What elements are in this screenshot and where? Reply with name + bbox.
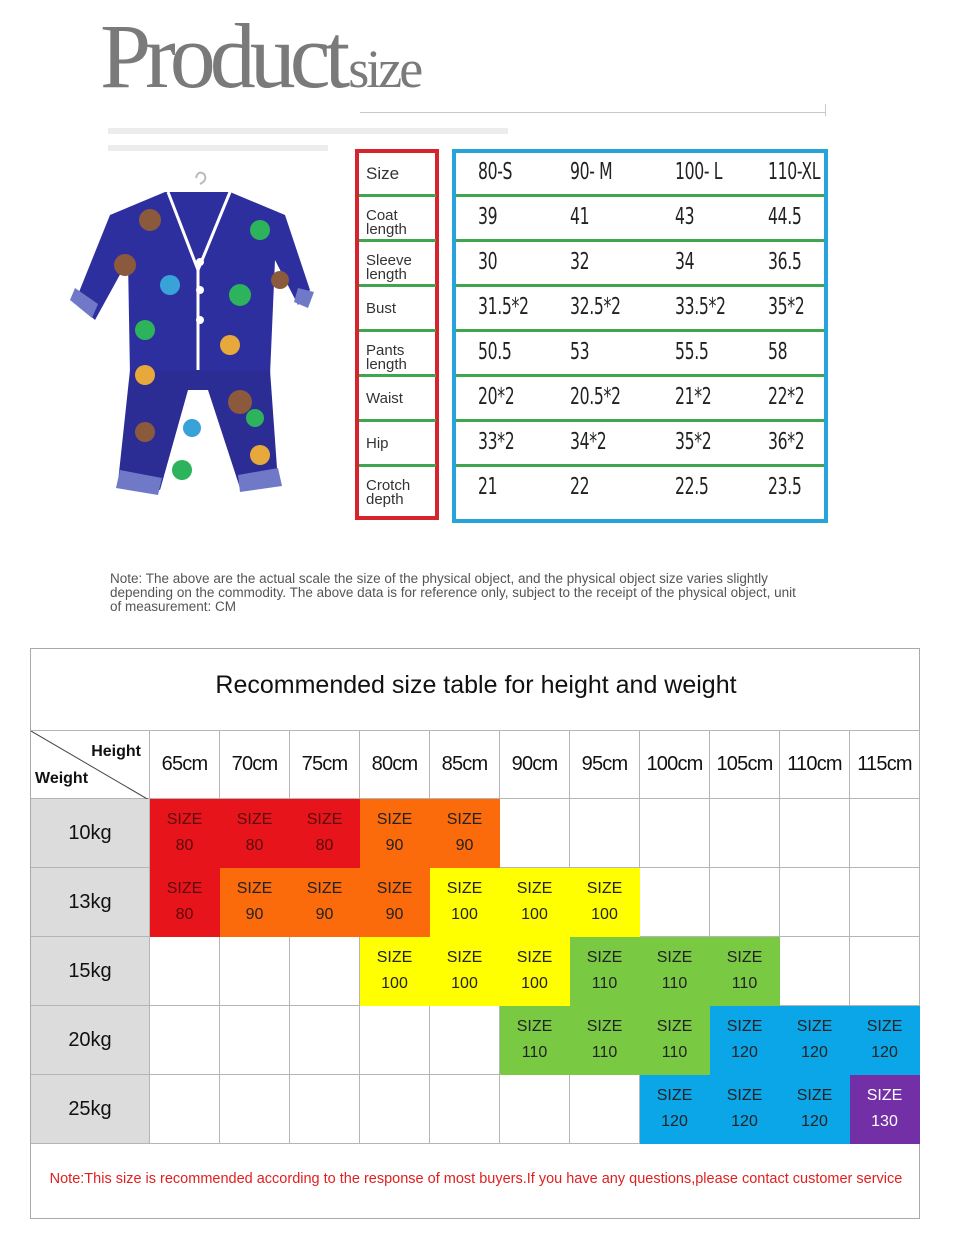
size-number: 120 [731, 1113, 758, 1130]
measure-value: 22.5 [675, 474, 709, 500]
empty-cell [150, 937, 220, 1006]
size-number: 100 [451, 906, 478, 923]
row-divider [359, 239, 436, 242]
measure-value: 100- L [675, 159, 723, 185]
measure-value: 23.5 [768, 474, 802, 500]
measure-value: 22*2 [768, 384, 805, 410]
measure-value: 34 [675, 249, 695, 275]
row-divider [359, 194, 436, 197]
measure-value: 90- M [570, 159, 613, 185]
measure-row-label: Size [366, 164, 400, 183]
measure-value: 32 [570, 249, 590, 275]
row-divider [359, 329, 436, 332]
row-divider [456, 329, 824, 332]
empty-cell [290, 1075, 360, 1144]
size-number: 120 [871, 1044, 898, 1061]
size-word: SIZE [516, 1018, 553, 1035]
recommended-table-title: Recommended size table for height and weight [215, 671, 737, 699]
measure-value: 53 [570, 339, 590, 365]
weight-axis-label: Weight [35, 770, 89, 787]
size-word: SIZE [516, 880, 553, 897]
size-cell [290, 868, 360, 937]
size-word: SIZE [656, 1087, 693, 1104]
row-divider [359, 374, 436, 377]
size-word: SIZE [446, 880, 483, 897]
measure-value: 21*2 [675, 384, 712, 410]
empty-cell [500, 1075, 570, 1144]
size-word: SIZE [586, 880, 623, 897]
size-number: 110 [591, 1044, 618, 1061]
size-number: 120 [801, 1044, 828, 1061]
row-divider [456, 239, 824, 242]
size-cell [220, 799, 290, 868]
measure-value: 35*2 [768, 294, 805, 320]
size-word: SIZE [236, 880, 273, 897]
measure-value: 41 [570, 204, 590, 230]
empty-cell [360, 1075, 430, 1144]
size-word: SIZE [796, 1018, 833, 1035]
size-word: SIZE [306, 811, 343, 828]
size-cell [780, 1075, 850, 1144]
row-divider [359, 464, 436, 467]
size-number: 110 [661, 1044, 688, 1061]
size-word: SIZE [516, 949, 553, 966]
recommendation-note: Note:This size is recommended according to the response of most buyers.If you have any questions,please contact customer service [49, 1171, 903, 1187]
diagonal-line [31, 731, 149, 800]
measure-value: 35*2 [675, 429, 712, 455]
measure-value: 20.5*2 [570, 384, 621, 410]
empty-cell [290, 1006, 360, 1075]
measure-row-label: Waist [366, 390, 403, 407]
measure-row-label: Pants length [366, 342, 407, 373]
row-divider [456, 419, 824, 422]
size-number: 110 [521, 1044, 548, 1061]
height-header: 90cm [500, 730, 570, 799]
empty-cell [850, 799, 920, 868]
size-cell [850, 1006, 920, 1075]
height-header: 85cm [430, 730, 500, 799]
empty-cell [780, 868, 850, 937]
measure-value: 34*2 [570, 429, 607, 455]
size-number: 120 [801, 1113, 828, 1130]
size-number: 80 [315, 837, 334, 854]
row-divider [359, 284, 436, 287]
size-word: SIZE [446, 949, 483, 966]
size-number: 100 [521, 975, 548, 992]
size-number: 110 [731, 975, 758, 992]
height-header: 80cm [360, 730, 430, 799]
size-word: SIZE [586, 1018, 623, 1035]
empty-cell [220, 1075, 290, 1144]
title-rule [360, 112, 826, 113]
weight-row-label: 20kg [31, 1006, 150, 1075]
measurement-note: Note: The above are the actual scale the size of the physical object, and the physical object size varies slightly depending on the commodity. The above data is for reference only, subject to the receipt of the physical object, unit of measurement: CM [110, 571, 796, 614]
empty-cell [570, 799, 640, 868]
measure-row-label: Sleeve length [366, 252, 412, 283]
size-word: SIZE [166, 880, 203, 897]
size-number: 90 [315, 906, 334, 923]
empty-cell [430, 1075, 500, 1144]
measure-value: 36.5 [768, 249, 802, 275]
size-cell [570, 868, 640, 937]
empty-cell [290, 937, 360, 1006]
height-header: 110cm [780, 730, 850, 799]
size-cell [710, 937, 780, 1006]
size-number: 90 [385, 906, 404, 923]
empty-cell [710, 799, 780, 868]
title-product: Product [100, 5, 345, 107]
size-cell [430, 868, 500, 937]
size-cell [640, 1006, 710, 1075]
size-number: 110 [661, 975, 688, 992]
row-divider [456, 374, 824, 377]
empty-cell [430, 1006, 500, 1075]
size-number: 90 [245, 906, 264, 923]
size-cell [150, 868, 220, 937]
size-cell [710, 1075, 780, 1144]
recommended-size-table [30, 648, 920, 1219]
corner-header [31, 730, 150, 799]
height-header: 105cm [710, 730, 780, 799]
weight-row-label: 10kg [31, 799, 150, 868]
empty-cell [850, 937, 920, 1006]
height-header: 75cm [290, 730, 360, 799]
measure-value: 50.5 [478, 339, 512, 365]
pajama-product-image [70, 170, 320, 500]
size-number: 80 [175, 906, 194, 923]
empty-cell [570, 1075, 640, 1144]
measure-value: 22 [570, 474, 590, 500]
weight-row-label: 15kg [31, 937, 150, 1006]
empty-cell [710, 868, 780, 937]
size-number: 130 [871, 1113, 898, 1130]
measure-value: 30 [478, 249, 498, 275]
measure-value: 39 [478, 204, 498, 230]
size-word: SIZE [726, 949, 763, 966]
measure-value: 58 [768, 339, 788, 365]
size-cell [570, 937, 640, 1006]
height-axis-label: Height [91, 743, 141, 760]
height-header: 65cm [150, 730, 220, 799]
size-cell [360, 868, 430, 937]
measure-row-label: Bust [366, 300, 397, 317]
size-word: SIZE [376, 880, 413, 897]
size-cell [500, 937, 570, 1006]
size-number: 100 [521, 906, 548, 923]
size-cell [430, 937, 500, 1006]
empty-cell [360, 1006, 430, 1075]
measure-value: 80-S [478, 159, 513, 185]
title-size: size [348, 39, 421, 99]
weight-row-label: 13kg [31, 868, 150, 937]
size-word: SIZE [586, 949, 623, 966]
size-word: SIZE [656, 949, 693, 966]
size-word: SIZE [866, 1018, 903, 1035]
size-number: 80 [175, 837, 194, 854]
faint-text-line [108, 145, 328, 151]
size-word: SIZE [166, 811, 203, 828]
row-divider [456, 194, 824, 197]
size-cell [780, 1006, 850, 1075]
empty-cell [220, 937, 290, 1006]
size-number: 120 [661, 1113, 688, 1130]
height-header: 115cm [850, 730, 920, 799]
size-number: 110 [591, 975, 618, 992]
size-word: SIZE [726, 1087, 763, 1104]
size-cell [570, 1006, 640, 1075]
size-cell [430, 799, 500, 868]
empty-cell [640, 868, 710, 937]
size-cell [850, 1075, 920, 1144]
empty-cell [850, 868, 920, 937]
page-title [100, 5, 421, 107]
size-number: 90 [455, 837, 474, 854]
row-divider [456, 464, 824, 467]
height-header: 100cm [640, 730, 710, 799]
size-word: SIZE [656, 1018, 693, 1035]
size-word: SIZE [236, 811, 273, 828]
size-word: SIZE [376, 811, 413, 828]
measure-row-label: Crotch depth [366, 477, 411, 508]
measure-row-label: Coat length [366, 207, 407, 238]
weight-row-label: 25kg [31, 1075, 150, 1144]
size-word: SIZE [796, 1087, 833, 1104]
height-header: 95cm [570, 730, 640, 799]
empty-cell [220, 1006, 290, 1075]
measure-value: 55.5 [675, 339, 709, 365]
size-cell [640, 937, 710, 1006]
faint-text-line [108, 128, 508, 134]
measure-row-label: Hip [366, 435, 389, 452]
empty-cell [500, 799, 570, 868]
size-number: 100 [381, 975, 408, 992]
row-divider [359, 419, 436, 422]
size-cell [710, 1006, 780, 1075]
empty-cell [640, 799, 710, 868]
size-word: SIZE [376, 949, 413, 966]
size-cell [150, 799, 220, 868]
row-divider [456, 284, 824, 287]
measure-value: 110-XL [768, 159, 821, 185]
measure-value: 32.5*2 [570, 294, 621, 320]
measure-value: 36*2 [768, 429, 805, 455]
empty-cell [150, 1006, 220, 1075]
size-number: 100 [591, 906, 618, 923]
size-word: SIZE [446, 811, 483, 828]
measure-value: 31.5*2 [478, 294, 529, 320]
size-number: 120 [731, 1044, 758, 1061]
title-rule-tick [825, 104, 826, 116]
size-cell [500, 868, 570, 937]
height-header: 70cm [220, 730, 290, 799]
size-word: SIZE [726, 1018, 763, 1035]
measure-value: 44.5 [768, 204, 802, 230]
size-cell [220, 868, 290, 937]
empty-cell [780, 937, 850, 1006]
measure-value: 33*2 [478, 429, 515, 455]
measure-value: 21 [478, 474, 498, 500]
size-word: SIZE [866, 1087, 903, 1104]
size-cell [500, 1006, 570, 1075]
measure-value: 33.5*2 [675, 294, 726, 320]
measure-value: 43 [675, 204, 695, 230]
size-number: 80 [245, 837, 264, 854]
measure-value: 20*2 [478, 384, 515, 410]
size-cell [290, 799, 360, 868]
size-number: 100 [451, 975, 478, 992]
empty-cell [780, 799, 850, 868]
empty-cell [150, 1075, 220, 1144]
size-cell [360, 937, 430, 1006]
size-cell [360, 799, 430, 868]
size-cell [640, 1075, 710, 1144]
size-number: 90 [385, 837, 404, 854]
size-word: SIZE [306, 880, 343, 897]
